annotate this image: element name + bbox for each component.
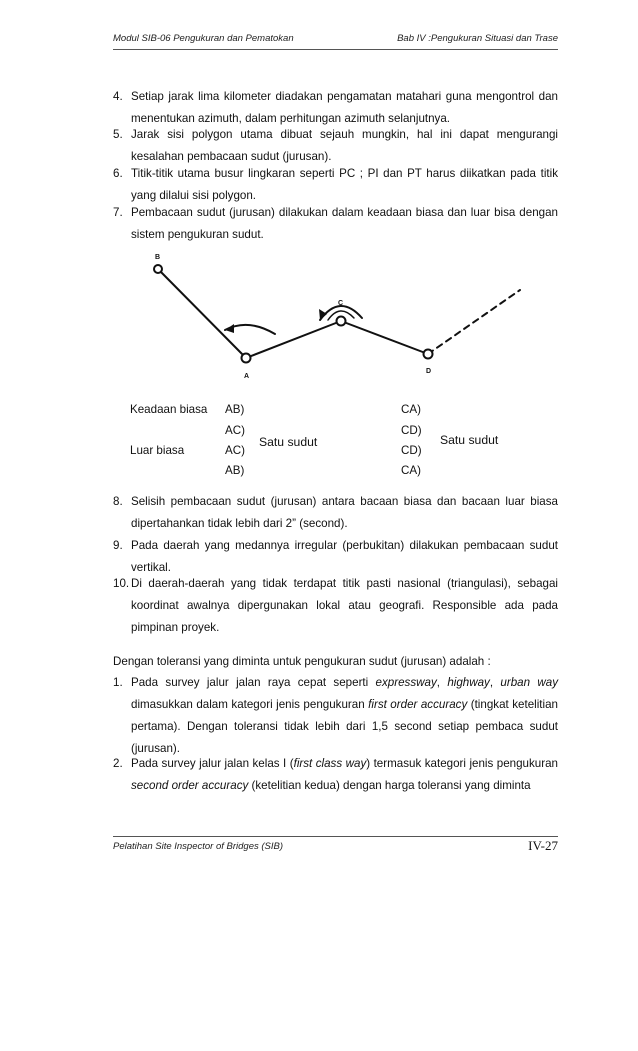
point-a-marker: [242, 354, 251, 363]
item-text: Pada survey jalur jalan raya cepat seperti expressway, highway, urban way dimasukkan dalam kategori jenis pengukuran first order accuracy (tingkat ketelitian pertama). Dengan toleransi tidak lebih dari 1,5 second setiap pembaca sudut (jurusan).: [131, 676, 558, 755]
item-number: 9.: [113, 539, 123, 552]
reading-left: AB): [225, 464, 245, 477]
list-item: [113, 573, 558, 639]
point-d-marker: [424, 350, 433, 359]
page-number: IV-27: [528, 838, 558, 853]
item-text: Selisih pembacaan sudut (jurusan) antara bacaan biasa dan bacaan luar biasa dipertahankan tidak lebih dari 2” (second).: [131, 495, 558, 530]
line-b-a: [158, 269, 246, 358]
point-b-marker: [154, 265, 162, 273]
item-text: Pada daerah yang medannya irregular (perbukitan) dilakukan pembacaan sudut vertikal.: [131, 539, 558, 574]
satu-sudut-label: Satu sudut: [259, 435, 318, 449]
header-rule: [113, 49, 558, 50]
label-luar-biasa: Luar biasa: [130, 444, 185, 457]
reading-right: CD): [401, 444, 422, 457]
satu-sudut-label: Satu sudut: [440, 433, 499, 447]
reading-right: CA): [401, 403, 421, 416]
header-right: Bab IV :Pengukuran Situasi dan Trase: [397, 33, 558, 44]
label-d: D: [426, 368, 432, 375]
label-a: A: [244, 373, 250, 380]
reading-right: CD): [401, 424, 422, 437]
item-text: Pada survey jalur jalan kelas I (first class way) termasuk kategori jenis pengukuran second order accuracy (ketelitian kedua) dengan harga toleransi yang diminta: [131, 757, 558, 792]
label-b: B: [155, 254, 161, 261]
header-left: Modul SIB-06 Pengukuran dan Pematokan: [113, 33, 294, 44]
item-number: 4.: [113, 90, 123, 103]
point-c-marker: [337, 317, 346, 326]
item-number: 1.: [113, 676, 123, 689]
arrowhead-c: [319, 309, 327, 320]
item-number: 2.: [113, 757, 123, 770]
list-item: [113, 202, 558, 246]
reading-left: AC): [225, 444, 245, 457]
item-text: Setiap jarak lima kilometer diadakan pengamatan matahari guna mengontrol dan menentukan azimuth, dalam perhitungan azimuth selanjutnya.: [131, 90, 558, 125]
reading-left: AB): [225, 403, 245, 416]
list-item: [113, 163, 558, 207]
item-text: Pembacaan sudut (jurusan) dilakukan dalam keadaan biasa dan luar bisa dengan sistem pengukuran sudut.: [131, 206, 558, 241]
item-number: 10.: [113, 577, 130, 590]
traverse-diagram: [130, 248, 530, 388]
item-number: 8.: [113, 495, 123, 508]
label-keadaan-biasa: Keadaan biasa: [130, 403, 208, 416]
line-d-next: [428, 290, 520, 354]
footer-left: Pelatihan Site Inspector of Bridges (SIB): [113, 841, 284, 852]
list-item: [113, 753, 558, 797]
item-number: 5.: [113, 128, 123, 141]
item-number: 6.: [113, 167, 123, 180]
label-c: C: [338, 300, 344, 307]
list-item: [113, 491, 558, 535]
reading-right: CA): [401, 464, 421, 477]
item-text: Jarak sisi polygon utama dibuat sejauh mungkin, hal ini dapat mengurangi kesalahan pembacaan sudut (jurusan).: [131, 128, 558, 163]
item-text: Di daerah-daerah yang tidak terdapat titik pasti nasional (triangulasi), sebagai koordinat awalnya dipergunakan lokal atau geografi. Responsible ada pada pimpinan proyek.: [131, 577, 558, 634]
item-number: 7.: [113, 206, 123, 219]
tolerance-intro: Dengan toleransi yang diminta untuk pengukuran sudut (jurusan) adalah :: [113, 655, 491, 668]
footer-rule: [113, 836, 558, 837]
reading-left: AC): [225, 424, 245, 437]
list-item: [113, 672, 558, 760]
list-item: [113, 124, 558, 168]
line-c-d: [341, 321, 428, 354]
item-text: Titik-titik utama busur lingkaran seperti PC ; PI dan PT harus diikatkan pada titik yang dilalui sisi polygon.: [131, 167, 558, 202]
